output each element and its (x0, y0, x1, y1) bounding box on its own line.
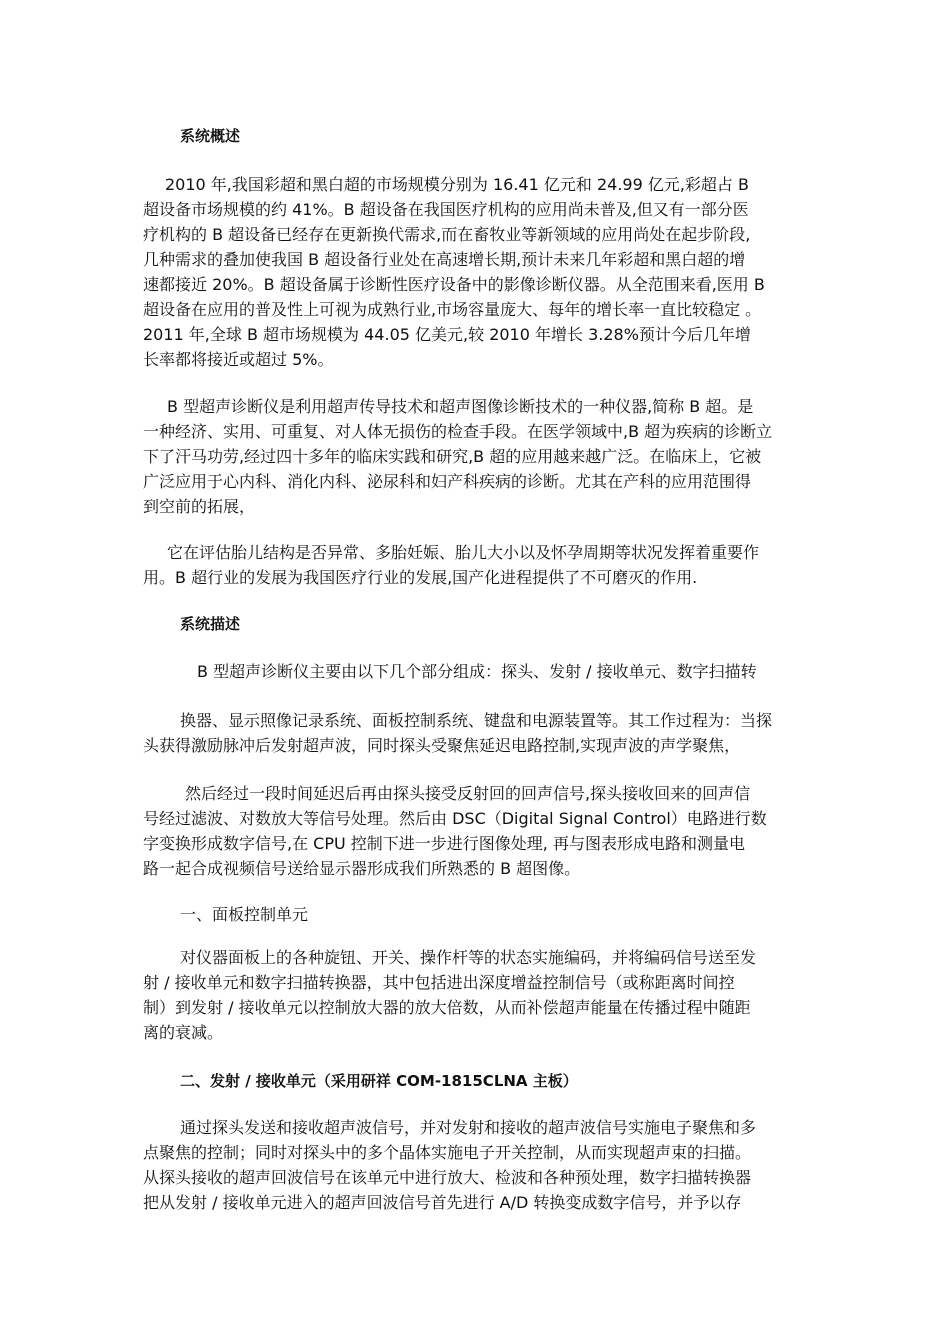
paragraph-line: 到空前的拓展， (143, 497, 256, 516)
paragraph-line: 把从发射 / 接收单元进入的超声回波信号首先进行 A/D 转换变成数字信号，并予以存 (143, 1193, 742, 1212)
section-heading (143, 612, 813, 637)
subsection-title (143, 902, 813, 927)
paragraph-line: 头获得激励脉冲后发射超声波，同时探头受聚焦延迟电路控制,实现声波的声学聚焦， (143, 736, 741, 755)
heading-text: 二、发射 / 接收单元（采用研祥 COM-1815CLNA 主板） (180, 1072, 578, 1090)
paragraph-line: 字变换形成数字信号,在 CPU 控制下进一步进行图像处理, 再与图表形成电路和测量电 (143, 834, 745, 853)
paragraph (143, 781, 813, 881)
paragraph-line: 号经过滤波、对数放大等信号处理。然后由 DSC（Digital Signal Control）电路进行数 (143, 809, 767, 828)
paragraph (143, 540, 813, 590)
paragraph-line: 广泛应用于心内科、消化内科、泌尿科和妇产科疾病的诊断。尤其在产科的应用范围得 (143, 472, 752, 491)
paragraph-line: B 型超声诊断仪是利用超声传导技术和超声图像诊断技术的一种仪器,简称 B 超。是 (167, 397, 754, 416)
paragraph-line: 路一起合成视频信号送给显示器形成我们所熟悉的 B 超图像。 (143, 859, 581, 878)
heading-text: 系统描述 (180, 615, 241, 633)
paragraph-line: 换器、显示照像记录系统、面板控制系统、键盘和电源装置等。其工作过程为：当探 (180, 711, 773, 730)
paragraph-line: 然后经过一段时间延迟后再由探头接受反射回的回声信号,探头接收回来的回声信 (185, 784, 751, 803)
paragraph (143, 394, 813, 519)
paragraph-line: 一种经济、实用、可重复、对人体无损伤的检查手段。在医学领域中,B 超为疾病的诊断立 (143, 422, 773, 441)
paragraph-line: B 型超声诊断仪主要由以下几个部分组成：探头、发射 / 接收单元、数字扫描转 (197, 662, 757, 681)
paragraph-line: 几种需求的叠加使我国 B 超设备行业处在高速增长期,预计未来几年彩超和黑白超的增 (143, 250, 746, 269)
paragraph-line: 点聚焦的控制；同时对探头中的多个晶体实施电子开关控制，从而实现超声束的扫描。 (143, 1143, 752, 1162)
paragraph (143, 945, 813, 1045)
paragraph-line: 超设备在应用的普及性上可视为成熟行业,市场容量庞大、每年的增长率一直比较稳定 。 (143, 300, 762, 319)
paragraph-line: 离的衰减。 (143, 1023, 224, 1042)
paragraph-line: 长率都将接近或超过 5%。 (143, 350, 334, 369)
paragraph-line: 下了汗马功劳,经过四十多年的临床实践和研究,B 超的应用越来越广泛。在临床上，它被 (143, 447, 762, 466)
paragraph (143, 1115, 813, 1215)
paragraph-line: 射 / 接收单元和数字扫描转换器，其中包括进出深度增益控制信号（或称距离时间控 (143, 973, 735, 992)
paragraph-line: 制）到发射 / 接收单元以控制放大器的放大倍数，从而补偿超声能量在传播过程中随距 (143, 998, 751, 1017)
heading-text: 系统概述 (180, 127, 241, 145)
paragraph-line: 速都接近 20%。B 超设备属于诊断性医疗设备中的影像诊断仪器。从全范围来看,医用 B (143, 275, 765, 294)
paragraph (143, 659, 813, 684)
section-heading (143, 124, 813, 149)
paragraph-line: 2011 年,全球 B 超市场规模为 44.05 亿美元,较 2010 年增长 3.28%预计今后几年增 (143, 325, 751, 344)
paragraph-line: 疗机构的 B 超设备已经存在更新换代需求,而在畜牧业等新领域的应用尚处在起步阶段, (143, 225, 751, 244)
paragraph-line: 通过探头发送和接收超声波信号，并对发射和接收的超声波信号实施电子聚焦和多 (180, 1118, 757, 1137)
paragraph-line: 2010 年,我国彩超和黑白超的市场规模分别为 16.41 亿元和 24.99 亿元,彩超占 B (165, 175, 749, 194)
paragraph-line: 它在评估胎儿结构是否异常、多胎妊娠、胎儿大小以及怀孕周期等状况发挥着重要作 (167, 543, 760, 562)
paragraph-line: 从探头接收的超声回波信号在该单元中进行放大、检波和各种预处理，数字扫描转换器 (143, 1168, 752, 1187)
paragraph-line: 用。B 超行业的发展为我国医疗行业的发展,国产化进程提供了不可磨灭的作用. (143, 568, 698, 587)
paragraph (143, 172, 813, 372)
paragraph-line: 超设备市场规模的约 41%。B 超设备在我国医疗机构的应用尚未普及,但又有一部分医 (143, 200, 749, 219)
paragraph (143, 708, 813, 758)
paragraph-line: 一、面板控制单元 (180, 905, 309, 924)
paragraph-line: 对仪器面板上的各种旋钮、开关、操作杆等的状态实施编码，并将编码信号送至发 (180, 948, 757, 967)
section-heading (143, 1069, 813, 1094)
